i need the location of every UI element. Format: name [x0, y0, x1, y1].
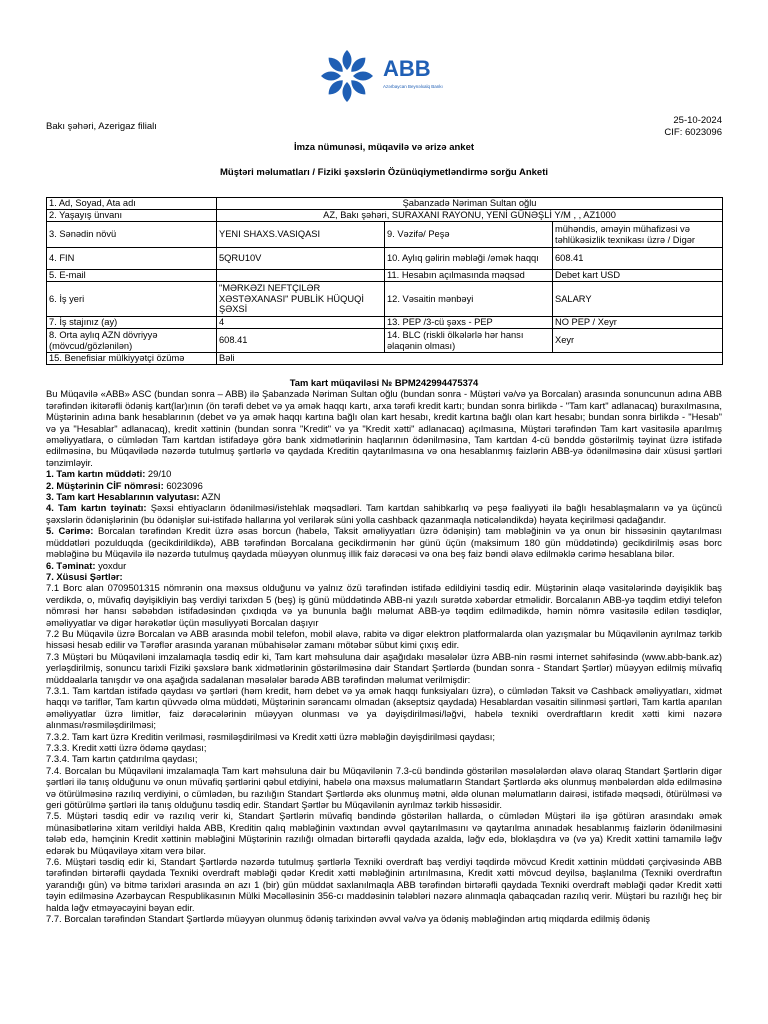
- clause-text: Şəxsi ehtiyacların ödənilməsi/istehlak məqsədləri. Tam kartdan sahibkarlıq və peşə fəaliyyəti ilə bağlı hesablaşmaların və ya üçüncü şəxslərin ödənişlərinin (bu ödənişlər sui-istifadə hallarına yol verilərək süni yolla cashback qazanmaqla nəticələndikdə) həyata keçirilməsi qadağandır.: [46, 502, 723, 525]
- table-row: [47, 282, 723, 317]
- clause-7-3-1: 7.3.1. Tam kartdan istifadə qaydası və şərtləri (həm kredit, həm debet və ya əmək haqqı funksiyaları üzrə), o cümlədən Taksit və Cashback əməliyyatları, xidmət haqqı və tariflər, Tam kartın qüvvədə olma müddəti, Müştərinin sərəncamı olmadan (akseptsiz qaydada) Hesablardan vəsaitin silinməsi şərtləri, Tam kartla aparılan əməliyyatlar üzrə limitlər, faiz dərəcələrinin müəyyən olunması və ya dəyişdirilməsi/ləğvi, habelə texniki overdraftların kredit xətti kimi nəzərə alınması/rəsmiləşdirilməsi;: [46, 684, 722, 731]
- clause-label: 1. Tam kartın müddəti:: [46, 468, 146, 480]
- table-row: [47, 270, 723, 282]
- contract-clause-7: [46, 571, 722, 582]
- table-value: mühəndis, əməyin mühafizəsi və təhlükəsizlik texnikası üzrə / Digər: [553, 222, 723, 248]
- table-value: 4: [217, 317, 385, 329]
- table-label: 1. Ad, Soyad, Ata adı: [47, 198, 217, 210]
- clause-label: 3. Tam kart Hesablarının valyutası:: [46, 491, 200, 503]
- table-value: Debet kart USD: [553, 270, 723, 282]
- table-label: 12. Vəsaitin mənbəyi: [385, 282, 553, 317]
- table-value: 608.41: [553, 248, 723, 270]
- clause-7-1: 7.1 Borc alan 0709501315 nömrənin ona məxsus olduğunu və yalnız özü tərəfindən istifadə edildiyini təsdiq edir. Müştərinin əlaqə vasitələrində dəyişiklik baş verdikdə, o, müvafiq dəyişikliyin baş verdiyi tarixdən 5 (beş) iş günü müddətində ABB-ni yazılı surətdə xəbərdar etməlidir. Borcalanın ABB-yə təqdim etdiyi telefon nömrəsi hər hansı səbəbdən istifadəsindən çıxdıqda və ya bununla bağlı məlumat ABB-yə təqdim edilmədikdə, həmin nömrə vasitəsilə edilən təsdiqlər, əməliyyatlar və digər hərəkətlər üçün məsuliyyəti Borcalan daşıyır: [46, 582, 722, 628]
- table-value: 5QRU10V: [217, 248, 385, 270]
- table-label: 14. BLC (riskli ölkələrlə hər hansı əlaqənin olması): [385, 329, 553, 353]
- branch-name: Bakı şəhəri, Azerigaz filialı: [46, 121, 157, 132]
- table-label: 11. Hesabın açılmasında məqsəd: [385, 270, 553, 282]
- table-label: 3. Sənədin növü: [47, 222, 217, 248]
- clause-7-3: 7.3 Müştəri bu Müqaviləni imzalamaqla təsdiq edir ki, Tam kart məhsuluna dair aşağıdakı məsələlər üzrə ABB-nin rəsmi internet səhifəsində (www.abb-bank.az) yerləşdirilmiş, sonuncu tarixli Fiziki şəxslərə bank xidmətlərinin göstərilməsinə dair Standart Şərtlərdə (bundan sonra - Standart Şərtlər) müəyyən edilmiş müvafiq müddəalarla tanışdır və ona aşağıda sadalanan məsələlər barədə ABB tərəfindən məlumat verilmişdir:: [46, 650, 722, 685]
- abb-logo: [315, 44, 475, 108]
- contract-clause-6: [46, 560, 722, 571]
- table-value: NO PEP / Xeyr: [553, 317, 723, 329]
- cif-number: CIF: 6023096: [664, 127, 722, 138]
- table-label: 7. İş stajınız (ay): [47, 317, 217, 329]
- table-row: [47, 353, 723, 365]
- table-label: 10. Aylıq gəlirin məbləği /əmək haqqı: [385, 248, 553, 270]
- clause-text: AZN: [199, 491, 221, 503]
- abb-logo-subtext: Azərbaycan Beynəlxalq Bankı: [383, 84, 443, 89]
- table-value: SALARY: [553, 282, 723, 317]
- table-row: [47, 222, 723, 248]
- clause-7-5: 7.5. Müştəri təsdiq edir və razılıq verir ki, Standart Şərtlərin müvafiq bəndində göstərilən hallarda, o cümlədən Müştəri ilə işə götürən arasındakı əmək münasibətlərinə xitam verildiyi halda ABB, Kreditin qalıq məbləğinin vaxtından əvvəl qaytarılmasını və qaytarılma anınadək hesablanmış faizlərin ödənilməsini tələb edə, həmçinin Kredit xəttinin məbləğini Müştərinin razılığı olmadan birtərəfli qaydada azalda, ləğv edə, bloklaşdıra və (və ya) Kredit xəttini tamamilə ləğv edərək bu Müqaviləyə xitam verə bilər.: [46, 810, 722, 856]
- date-cif-block: [664, 115, 722, 139]
- table-value: [217, 270, 385, 282]
- clause-label: 7. Xüsusi Şərtlər:: [46, 570, 123, 582]
- clause-7-3-2: 7.3.2. Tam kart üzrə Kreditin verilməsi, rəsmiləşdirilməsi və Kredit xətti üzrə məbləğin dəyişdirilməsi qaydası;: [46, 730, 495, 742]
- clause-text: yoxdur: [95, 559, 127, 571]
- clause-label: 4. Tam kartın təyinatı:: [46, 502, 147, 514]
- clause-7-6: 7.6. Müştəri təsdiq edir ki, Standart Şərtlərdə nəzərdə tutulmuş şərtlərlə Texniki overdraft baş verdiyi təqdirdə mövcud Kredit xəttinin müddəti çərçivəsində ABB tərəfindən birtərəfli qaydada Texniki overdraft məbləği qədər Kredit xətti məbləğinin artırılmasına, Kredit xətti mövcud deyilsə, başlanılma (Texniki overdraftın yarandığı gün) və bitmə tarixləri arasında ən azı 1 (bir) gün müddət saxlanılmaqla ABB tərəfindən birtərəfli qaydada Texniki overdraft məbləği qədər Kredit xətti təyin edilməsinə Azərbaycan Respublikasının Mülki Məcəlləsinin 356-cı maddəsinin tələbləri nəzərə alınmaqla qabaqcadan razılıq verir. Müştəri bu razılığı heç bir halda ləğv etməyəcəyini bəyan edir.: [46, 856, 722, 913]
- contract-clause-4: [46, 502, 722, 525]
- document-date: 25-10-2024: [673, 115, 722, 126]
- abb-logo-mark: [321, 50, 373, 102]
- clause-7-3-4: 7.3.4. Tam kartın çatdırılma qaydası;: [46, 753, 198, 765]
- table-row: [47, 317, 723, 329]
- table-value: Xeyr: [553, 329, 723, 353]
- table-label: 5. E-mail: [47, 270, 217, 282]
- contract-clause-1: [46, 468, 722, 479]
- table-label: 2. Yaşayış ünvanı: [47, 210, 217, 222]
- table-label: 9. Vəzifə/ Peşə: [385, 222, 553, 248]
- table-row: [47, 329, 723, 353]
- table-label: 15. Benefisiar mülkiyyətçi özümə: [47, 353, 217, 365]
- table-label: 4. FIN: [47, 248, 217, 270]
- table-label: 13. PEP /3-cü şəxs - PEP: [385, 317, 553, 329]
- table-row: [47, 210, 723, 222]
- clause-text: Borcalan tərəfindən Kredit üzrə əsas borcun (habelə, Taksit əməliyyatları üzrə ödənişin) tam məbləğinin və ya onun bir hissəsinin qaytarılması müddətləri pozulduqda (gecikdirildikdə), ABB tərəfindən Borcalana gecikdirmənin hər günü üçün (maksimum 180 gün müddətində) gecikdirilmiş əsas borc məbləğinə bu Müqavilə ilə nəzərdə tutulmuş qaydada müəyyən olunmuş illik faiz dərəcəsi və ona beş faiz bəndi əlavə edilməklə cərimə hesablana bilər.: [46, 525, 722, 560]
- clause-7-3-3: 7.3.3. Kredit xətti üzrə ödəmə qaydası;: [46, 742, 207, 753]
- clause-text: 6023096: [163, 479, 203, 491]
- document-title: İmza nümunəsi, müqavilə və ərizə anket: [293, 142, 475, 153]
- table-row: [47, 198, 723, 210]
- contract-clause-2: [46, 480, 722, 491]
- customer-info-table: [46, 197, 723, 365]
- table-value: AZ, Bakı şəhəri, SURAXANI RAYONU, YENİ GÜNƏŞLİ Y/M , , AZ1000: [217, 210, 723, 222]
- contract-title: Tam kart müqaviləsi № BPM242994475374: [289, 377, 479, 388]
- table-value: "MƏRKƏZI NEFTÇILƏR XƏSTƏXANASI" PUBLİK HÜQUQİ ŞƏXSİ: [217, 282, 385, 317]
- table-label: 8. Orta aylıq AZN dövriyyə (mövcud/gözlənilən): [47, 329, 217, 353]
- table-value: YENI SHAXS.VASIQASI: [217, 222, 385, 248]
- table-label: 6. İş yeri: [47, 282, 217, 317]
- abb-logo-text: ABB: [383, 56, 431, 81]
- clause-7-4: 7.4. Borcalan bu Müqaviləni imzalamaqla Tam kart məhsuluna dair bu Müqavilənin 7.3-cü bəndində göstərilən məsələlərdən əlavə olaraq Standart Şərtlərin digər şərtləri ilə tanış olduğunu və onun müvafiq şərtlərini qəbul etdiyini, habelə ona məxsus məlumatların Standart Şərtlərdə əks olunmuş mənbələrdən əldə edilməsinə və ötürülməsinə razılıq verdiyini, o cümlədən, bu razılığın Standart Şərtlərdə əks olunmuş mətni, əldə olunan məlumatların dairəsi, istifadə məqsədi, ötürülməsi və geri götürülmə şərtləri ilə tanış olduğunu təsdiq edir. Standart Şərtlər bu Müqavilənin ayrılmaz tərkib hissəsidir.: [46, 764, 722, 811]
- contract-body: [46, 377, 722, 925]
- clause-7-2: 7.2 Bu Müqavilə üzrə Borcalan və ABB arasında mobil telefon, mobil əlavə, rabitə və digər elektron platformalarda olan yazışmalar bu Müqavilənin ayrılmaz tərkib hissəsi hesab edilir və Tərəflər arasında yaranan mübahisələr zamanı mötəbər sübut kimi çıxış edir.: [46, 627, 722, 651]
- contract-intro: Bu Müqavilə «ABB» ASC (bundan sonra – ABB) ilə Şabanzadə Nəriman Sultan oğlu (bundan sonra - Müştəri və/və ya Borcalan) arasında sonuncunun adına ABB tərəfindən ikitərəfli ödəniş kart(lar)ının (ön tərəfi debet və ya əmək haqqı kartı, arxa tərəfi kredit kartı; bundan sonra birlikdə - "Tam kart" adlanacaq) buraxılmasına, Müştərinin adına bank hesablarının (debet və ya əmək haqqı kartına bağlı olan kart hesabı, kredit kartına bağlı olan kart hesabı; bundan sonra birlikdə - "Hesab" və ya "Hesablar" adlanacaq), kredit xəttinin (bundan sonra "Kredit" və ya "Kredit xətti" adlanacaq) açılmasına, Müştəri tərəfindən Tam kart vasitəsilə aparılmış əməliyyatlara, o cümlədən Tam kartdan istifadəyə görə bank xidmətlərinin haqlarının ödənilməsinə, Tam kartdan 4-cü bənddə göstərilmiş təyinat üzrə istifadə edilməsinə, bu Müqavilədə nəzərdə tutulmuş şərtlərlə və qaydada Kreditin qaytarılmasına və ona hesablanmış faizlərin ABB-yə ödənilməsinə dair xüsusi şərtləri tənzimləyir.: [46, 388, 722, 468]
- table-value: Bəli: [217, 353, 723, 365]
- table-row: [47, 248, 723, 270]
- contract-clause-3: [46, 491, 722, 502]
- clause-7-7: 7.7. Borcalan tərəfindən Standart Şərtlərdə müəyyən olunmuş ödəniş tarixindən əvvəl və/və ya ödəniş məbləğindən artıq miqdarda edilmiş ödəniş: [46, 913, 650, 925]
- clause-label: 6. Təminat:: [46, 559, 96, 571]
- clause-label: 5. Cərimə:: [46, 525, 94, 537]
- form-title: Müştəri məlumatları / Fiziki şəxslərin Özünüqiymetləndirmə sorğu Anketi: [219, 167, 548, 178]
- clause-text: 29/10: [145, 468, 172, 480]
- table-value: 608.41: [217, 329, 385, 353]
- table-value: Şabanzadə Nəriman Sultan oğlu: [217, 198, 723, 210]
- contract-clause-5: [46, 525, 722, 559]
- clause-label: 2. Müştərinin CİF nömrəsi:: [46, 479, 164, 491]
